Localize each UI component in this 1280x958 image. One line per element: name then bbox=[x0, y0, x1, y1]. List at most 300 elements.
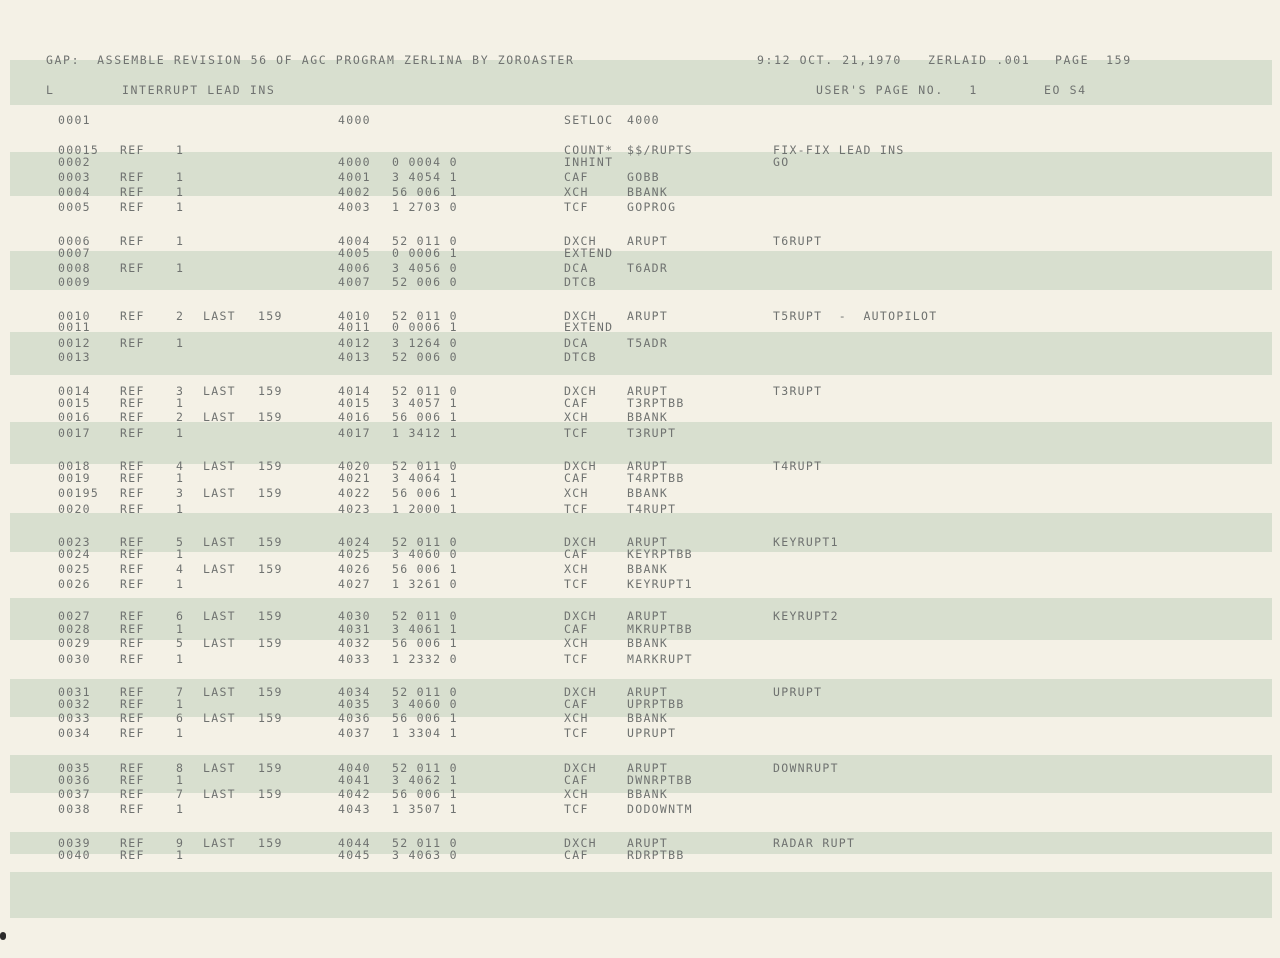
listing-op: TCF bbox=[564, 577, 589, 591]
listing-addr: ARUPT bbox=[627, 384, 669, 398]
listing-ref: REF bbox=[120, 502, 145, 516]
listing-code: 1 2703 0 bbox=[392, 200, 458, 214]
listing-loc: 4001 bbox=[338, 170, 371, 184]
listing-seq: 0032 bbox=[58, 697, 91, 711]
listing-op: XCH bbox=[564, 787, 589, 801]
listing-loc: 4012 bbox=[338, 336, 371, 350]
listing-code: 3 4061 1 bbox=[392, 622, 458, 636]
listing-seq: 0035 bbox=[58, 761, 91, 775]
listing-seq: 0026 bbox=[58, 577, 91, 591]
listing-ref: REF bbox=[120, 309, 145, 323]
listing-cnt: 1 bbox=[176, 471, 185, 485]
listing-op: DXCH bbox=[564, 234, 597, 248]
listing-op: CAF bbox=[564, 396, 589, 410]
listing-seq: 0006 bbox=[58, 234, 91, 248]
listing-seq: 0020 bbox=[58, 502, 91, 516]
listing-page: 159 bbox=[258, 836, 283, 850]
listing-last: LAST bbox=[203, 836, 236, 850]
listing-addr: DODOWNTM bbox=[627, 802, 693, 816]
listing-ref: REF bbox=[120, 711, 145, 725]
listing-last: LAST bbox=[203, 309, 236, 323]
listing-code: 3 4060 0 bbox=[392, 697, 458, 711]
listing-code: 3 4064 1 bbox=[392, 471, 458, 485]
listing-page: 159 bbox=[258, 486, 283, 500]
listing-page: 159 bbox=[258, 384, 283, 398]
listing-op: DXCH bbox=[564, 309, 597, 323]
listing-cnt: 7 bbox=[176, 685, 185, 699]
listing-op: TCF bbox=[564, 802, 589, 816]
listing-ref: REF bbox=[120, 143, 145, 157]
listing-addr: ARUPT bbox=[627, 609, 669, 623]
listing-last: LAST bbox=[203, 711, 236, 725]
listing-loc: 4014 bbox=[338, 384, 371, 398]
listing-code: 3 1264 0 bbox=[392, 336, 458, 350]
listing-addr: T4RUPT bbox=[627, 502, 677, 516]
listing-cnt: 4 bbox=[176, 562, 185, 576]
timestamp: 9:12 OCT. 21,1970 bbox=[757, 53, 902, 67]
listing-last: LAST bbox=[203, 636, 236, 650]
listing-loc: 4027 bbox=[338, 577, 371, 591]
listing-code: 52 011 0 bbox=[392, 685, 458, 699]
listing-seq: 0034 bbox=[58, 726, 91, 740]
listing-addr: ARUPT bbox=[627, 459, 669, 473]
listing-cnt: 1 bbox=[176, 773, 185, 787]
listing-cmt: GO bbox=[773, 155, 790, 169]
listing-code: 56 006 1 bbox=[392, 410, 458, 424]
listing-op: EXTEND bbox=[564, 320, 614, 334]
listing-name: ZERLAID .001 bbox=[928, 53, 1031, 67]
eo-code: EO S4 bbox=[1044, 83, 1087, 97]
listing-code: 56 006 1 bbox=[392, 711, 458, 725]
listing-loc: 4016 bbox=[338, 410, 371, 424]
listing-seq: 0030 bbox=[58, 652, 91, 666]
listing-code: 3 4054 1 bbox=[392, 170, 458, 184]
listing-op: CAF bbox=[564, 471, 589, 485]
listing-addr: ARUPT bbox=[627, 234, 669, 248]
listing-ref: REF bbox=[120, 761, 145, 775]
listing-seq: 0016 bbox=[58, 410, 91, 424]
listing-code: 56 006 1 bbox=[392, 562, 458, 576]
listing-addr: BBANK bbox=[627, 787, 669, 801]
listing-loc: 4044 bbox=[338, 836, 371, 850]
listing-loc: 4020 bbox=[338, 459, 371, 473]
listing-seq: 0037 bbox=[58, 787, 91, 801]
listing-ref: REF bbox=[120, 848, 145, 862]
log-marker: L bbox=[46, 83, 55, 97]
listing-code: 0 0004 0 bbox=[392, 155, 458, 169]
listing-last: LAST bbox=[203, 609, 236, 623]
listing-op: COUNT* bbox=[564, 143, 614, 157]
listing-seq: 0031 bbox=[58, 685, 91, 699]
listing-code: 3 4056 0 bbox=[392, 261, 458, 275]
listing-seq: 0038 bbox=[58, 802, 91, 816]
listing-ref: REF bbox=[120, 836, 145, 850]
listing-seq: 0033 bbox=[58, 711, 91, 725]
listing-seq: 0008 bbox=[58, 261, 91, 275]
listing-addr: BBANK bbox=[627, 410, 669, 424]
listing-loc: 4022 bbox=[338, 486, 371, 500]
listing-cnt: 5 bbox=[176, 636, 185, 650]
listing-cmt: T3RUPT bbox=[773, 384, 823, 398]
listing-loc: 4010 bbox=[338, 309, 371, 323]
listing-seq: 0007 bbox=[58, 246, 91, 260]
listing-op: XCH bbox=[564, 486, 589, 500]
listing-page: 159 bbox=[258, 535, 283, 549]
listing-code: 52 011 0 bbox=[392, 609, 458, 623]
listing-cnt: 6 bbox=[176, 711, 185, 725]
listing-cnt: 1 bbox=[176, 547, 185, 561]
listing-page: 159 bbox=[258, 711, 283, 725]
listing-addr: UPRUPT bbox=[627, 726, 677, 740]
listing-addr: $$/RUPTS bbox=[627, 143, 693, 157]
assembler-header: GAP: ASSEMBLE REVISION 56 OF AGC PROGRAM ZERLINA BY ZOROASTER bbox=[46, 53, 575, 67]
listing-ref: REF bbox=[120, 384, 145, 398]
listing-op: XCH bbox=[564, 636, 589, 650]
listing-seq: 0019 bbox=[58, 471, 91, 485]
listing-op: DXCH bbox=[564, 685, 597, 699]
listing-code: 56 006 1 bbox=[392, 486, 458, 500]
listing-addr: RDRPTBB bbox=[627, 848, 685, 862]
listing-cnt: 1 bbox=[176, 170, 185, 184]
listing-cnt: 9 bbox=[176, 836, 185, 850]
listing-ref: REF bbox=[120, 562, 145, 576]
listing-code: 3 4062 1 bbox=[392, 773, 458, 787]
listing-page: 159 bbox=[258, 636, 283, 650]
listing-loc: 4007 bbox=[338, 275, 371, 289]
listing-loc: 4013 bbox=[338, 350, 371, 364]
listing-seq: 0005 bbox=[58, 200, 91, 214]
listing-op: DXCH bbox=[564, 761, 597, 775]
listing-cmt: UPRUPT bbox=[773, 685, 823, 699]
listing-cnt: 4 bbox=[176, 459, 185, 473]
listing-cmt: T6RUPT bbox=[773, 234, 823, 248]
listing-ref: REF bbox=[120, 787, 145, 801]
listing-addr: BBANK bbox=[627, 486, 669, 500]
listing-code: 56 006 1 bbox=[392, 787, 458, 801]
listing-seq: 0001 bbox=[58, 113, 91, 127]
listing-code: 3 4063 0 bbox=[392, 848, 458, 862]
listing-loc: 4000 bbox=[338, 113, 371, 127]
listing-op: DXCH bbox=[564, 535, 597, 549]
listing-ref: REF bbox=[120, 535, 145, 549]
listing-cnt: 1 bbox=[176, 261, 185, 275]
listing-page: 159 bbox=[258, 787, 283, 801]
listing-code: 1 2000 1 bbox=[392, 502, 458, 516]
listing-ref: REF bbox=[120, 471, 145, 485]
listing-op: INHINT bbox=[564, 155, 614, 169]
listing-ref: REF bbox=[120, 652, 145, 666]
listing-seq: 0018 bbox=[58, 459, 91, 473]
listing-code: 1 3412 1 bbox=[392, 426, 458, 440]
listing-op: XCH bbox=[564, 185, 589, 199]
listing-addr: GOBB bbox=[627, 170, 660, 184]
listing-loc: 4030 bbox=[338, 609, 371, 623]
listing-op: CAF bbox=[564, 697, 589, 711]
listing-cmt: RADAR RUPT bbox=[773, 836, 856, 850]
listing-code: 0 0006 1 bbox=[392, 320, 458, 334]
listing-op: DXCH bbox=[564, 384, 597, 398]
listing-cnt: 1 bbox=[176, 234, 185, 248]
listing-seq: 0011 bbox=[58, 320, 91, 334]
listing-code: 56 006 1 bbox=[392, 185, 458, 199]
listing-ref: REF bbox=[120, 261, 145, 275]
listing-code: 1 3261 0 bbox=[392, 577, 458, 591]
listing-ref: REF bbox=[120, 577, 145, 591]
listing-addr: ARUPT bbox=[627, 535, 669, 549]
listing-cnt: 1 bbox=[176, 697, 185, 711]
listing-cmt: KEYRUPT1 bbox=[773, 535, 839, 549]
listing-cnt: 1 bbox=[176, 577, 185, 591]
listing-ref: REF bbox=[120, 426, 145, 440]
listing-addr: ARUPT bbox=[627, 309, 669, 323]
listing-seq: 0012 bbox=[58, 336, 91, 350]
listing-loc: 4021 bbox=[338, 471, 371, 485]
listing-seq: 0029 bbox=[58, 636, 91, 650]
listing-loc: 4025 bbox=[338, 547, 371, 561]
listing-cmt: DOWNRUPT bbox=[773, 761, 839, 775]
listing-ref: REF bbox=[120, 185, 145, 199]
listing-page: 159 bbox=[258, 562, 283, 576]
listing-page: 159 bbox=[258, 459, 283, 473]
listing-loc: 4037 bbox=[338, 726, 371, 740]
listing-loc: 4000 bbox=[338, 155, 371, 169]
listing-last: LAST bbox=[203, 459, 236, 473]
listing-cnt: 1 bbox=[176, 848, 185, 862]
listing-loc: 4035 bbox=[338, 697, 371, 711]
listing-addr: UPRPTBB bbox=[627, 697, 685, 711]
listing-cnt: 5 bbox=[176, 535, 185, 549]
listing-cnt: 2 bbox=[176, 309, 185, 323]
listing-op: DTCB bbox=[564, 275, 597, 289]
listing-ref: REF bbox=[120, 459, 145, 473]
page-number: PAGE 159 bbox=[1055, 53, 1132, 67]
listing-ref: REF bbox=[120, 486, 145, 500]
listing-addr: T5ADR bbox=[627, 336, 669, 350]
listing-code: 1 3507 1 bbox=[392, 802, 458, 816]
listing-code: 52 011 0 bbox=[392, 234, 458, 248]
listing-addr: KEYRUPT1 bbox=[627, 577, 693, 591]
listing-addr: T3RUPT bbox=[627, 426, 677, 440]
listing-op: DXCH bbox=[564, 609, 597, 623]
listing-cnt: 1 bbox=[176, 200, 185, 214]
listing-op: CAF bbox=[564, 773, 589, 787]
listing-cnt: 6 bbox=[176, 609, 185, 623]
listing-loc: 4002 bbox=[338, 185, 371, 199]
listing-code: 52 006 0 bbox=[392, 275, 458, 289]
listing-code: 1 2332 0 bbox=[392, 652, 458, 666]
listing-cnt: 1 bbox=[176, 143, 185, 157]
listing-addr: ARUPT bbox=[627, 761, 669, 775]
listing-loc: 4004 bbox=[338, 234, 371, 248]
listing-ref: REF bbox=[120, 234, 145, 248]
listing-loc: 4033 bbox=[338, 652, 371, 666]
listing-op: SETLOC bbox=[564, 113, 614, 127]
listing-seq: 0027 bbox=[58, 609, 91, 623]
listing-seq: 0036 bbox=[58, 773, 91, 787]
listing-seq: 0009 bbox=[58, 275, 91, 289]
listing-loc: 4041 bbox=[338, 773, 371, 787]
listing-loc: 4017 bbox=[338, 426, 371, 440]
listing-seq: 0002 bbox=[58, 155, 91, 169]
listing-last: LAST bbox=[203, 384, 236, 398]
listing-op: XCH bbox=[564, 562, 589, 576]
listing-cmt: FIX-FIX LEAD INS bbox=[773, 143, 905, 157]
listing-op: XCH bbox=[564, 711, 589, 725]
listing-last: LAST bbox=[203, 535, 236, 549]
listing-loc: 4015 bbox=[338, 396, 371, 410]
listing-loc: 4043 bbox=[338, 802, 371, 816]
listing-loc: 4042 bbox=[338, 787, 371, 801]
listing-op: CAF bbox=[564, 547, 589, 561]
listing-seq: 0025 bbox=[58, 562, 91, 576]
listing-page: 159 bbox=[258, 761, 283, 775]
listing-loc: 4036 bbox=[338, 711, 371, 725]
listing-cnt: 1 bbox=[176, 396, 185, 410]
paper-band bbox=[10, 872, 1272, 918]
listing-code: 56 006 1 bbox=[392, 636, 458, 650]
listing-addr: T4RPTBB bbox=[627, 471, 685, 485]
listing-cnt: 3 bbox=[176, 486, 185, 500]
listing-addr: MARKRUPT bbox=[627, 652, 693, 666]
listing-cnt: 1 bbox=[176, 336, 185, 350]
user-page-number: USER'S PAGE NO. 1 bbox=[816, 83, 978, 97]
listing-ref: REF bbox=[120, 773, 145, 787]
listing-code: 1 3304 1 bbox=[392, 726, 458, 740]
listing-loc: 4003 bbox=[338, 200, 371, 214]
listing-op: TCF bbox=[564, 652, 589, 666]
listing-ref: REF bbox=[120, 802, 145, 816]
listing-cnt: 1 bbox=[176, 502, 185, 516]
listing-last: LAST bbox=[203, 685, 236, 699]
listing-page: 159 bbox=[258, 609, 283, 623]
listing-ref: REF bbox=[120, 336, 145, 350]
listing-page: 159 bbox=[258, 410, 283, 424]
listing-loc: 4026 bbox=[338, 562, 371, 576]
listing-op: DXCH bbox=[564, 836, 597, 850]
listing-last: LAST bbox=[203, 761, 236, 775]
listing-seq: 0024 bbox=[58, 547, 91, 561]
listing-code: 52 011 0 bbox=[392, 836, 458, 850]
listing-ref: REF bbox=[120, 410, 145, 424]
listing-addr: ARUPT bbox=[627, 836, 669, 850]
listing-ref: REF bbox=[120, 396, 145, 410]
listing-seq: 0017 bbox=[58, 426, 91, 440]
listing-loc: 4045 bbox=[338, 848, 371, 862]
listing-loc: 4034 bbox=[338, 685, 371, 699]
listing-loc: 4032 bbox=[338, 636, 371, 650]
listing-loc: 4040 bbox=[338, 761, 371, 775]
listing-ref: REF bbox=[120, 697, 145, 711]
listing-ref: REF bbox=[120, 200, 145, 214]
listing-op: EXTEND bbox=[564, 246, 614, 260]
listing-addr: DWNRPTBB bbox=[627, 773, 693, 787]
listing-op: XCH bbox=[564, 410, 589, 424]
listing-seq: 00015 bbox=[58, 143, 100, 157]
listing-loc: 4024 bbox=[338, 535, 371, 549]
listing-seq: 0004 bbox=[58, 185, 91, 199]
listing-last: LAST bbox=[203, 410, 236, 424]
listing-loc: 4031 bbox=[338, 622, 371, 636]
listing-cmt: T4RUPT bbox=[773, 459, 823, 473]
listing-op: TCF bbox=[564, 200, 589, 214]
listing-cmt: T5RUPT - AUTOPILOT bbox=[773, 309, 938, 323]
listing-seq: 0040 bbox=[58, 848, 91, 862]
listing-loc: 4005 bbox=[338, 246, 371, 260]
listing-op: DCA bbox=[564, 261, 589, 275]
listing-loc: 4011 bbox=[338, 320, 371, 334]
listing-code: 0 0006 1 bbox=[392, 246, 458, 260]
listing-ref: REF bbox=[120, 726, 145, 740]
listing-code: 52 011 0 bbox=[392, 384, 458, 398]
listing-op: DCA bbox=[564, 336, 589, 350]
listing-cnt: 7 bbox=[176, 787, 185, 801]
listing-op: TCF bbox=[564, 502, 589, 516]
listing-cnt: 1 bbox=[176, 726, 185, 740]
listing-cnt: 1 bbox=[176, 622, 185, 636]
listing-addr: KEYRPTBB bbox=[627, 547, 693, 561]
listing-addr: 4000 bbox=[627, 113, 660, 127]
listing-code: 3 4060 0 bbox=[392, 547, 458, 561]
listing-seq: 0015 bbox=[58, 396, 91, 410]
listing-addr: BBANK bbox=[627, 711, 669, 725]
listing-seq: 0023 bbox=[58, 535, 91, 549]
listing-ref: REF bbox=[120, 170, 145, 184]
listing-last: LAST bbox=[203, 486, 236, 500]
listing-addr: T6ADR bbox=[627, 261, 669, 275]
listing-seq: 0013 bbox=[58, 350, 91, 364]
listing-code: 3 4057 1 bbox=[392, 396, 458, 410]
listing-seq: 0028 bbox=[58, 622, 91, 636]
listing-cnt: 1 bbox=[176, 426, 185, 440]
listing-last: LAST bbox=[203, 787, 236, 801]
listing-addr: BBANK bbox=[627, 185, 669, 199]
listing-op: TCF bbox=[564, 426, 589, 440]
listing-ref: REF bbox=[120, 636, 145, 650]
listing-ref: REF bbox=[120, 622, 145, 636]
listing-seq: 0003 bbox=[58, 170, 91, 184]
listing-seq: 0039 bbox=[58, 836, 91, 850]
listing-page: 159 bbox=[258, 309, 283, 323]
listing-op: DTCB bbox=[564, 350, 597, 364]
listing-seq: 0014 bbox=[58, 384, 91, 398]
listing-op: DXCH bbox=[564, 459, 597, 473]
listing-cnt: 3 bbox=[176, 384, 185, 398]
listing-seq: 00195 bbox=[58, 486, 100, 500]
listing-last: LAST bbox=[203, 562, 236, 576]
listing-code: 52 011 0 bbox=[392, 459, 458, 473]
listing-code: 52 011 0 bbox=[392, 309, 458, 323]
listing-addr: T3RPTBB bbox=[627, 396, 685, 410]
listing-ref: REF bbox=[120, 685, 145, 699]
listing-cnt: 1 bbox=[176, 185, 185, 199]
listing-seq: 0010 bbox=[58, 309, 91, 323]
listing-cnt: 8 bbox=[176, 761, 185, 775]
listing-page: 159 bbox=[258, 685, 283, 699]
listing-ref: REF bbox=[120, 609, 145, 623]
listing-op: TCF bbox=[564, 726, 589, 740]
section-title: INTERRUPT LEAD INS bbox=[122, 83, 276, 97]
listing-code: 52 011 0 bbox=[392, 535, 458, 549]
listing-code: 52 006 0 bbox=[392, 350, 458, 364]
listing-loc: 4023 bbox=[338, 502, 371, 516]
listing-ref: REF bbox=[120, 547, 145, 561]
listing-loc: 4006 bbox=[338, 261, 371, 275]
listing-cnt: 2 bbox=[176, 410, 185, 424]
listing-addr: MKRUPTBB bbox=[627, 622, 693, 636]
listing-op: CAF bbox=[564, 170, 589, 184]
binder-hole-mark bbox=[0, 932, 6, 940]
listing-cmt: KEYRUPT2 bbox=[773, 609, 839, 623]
